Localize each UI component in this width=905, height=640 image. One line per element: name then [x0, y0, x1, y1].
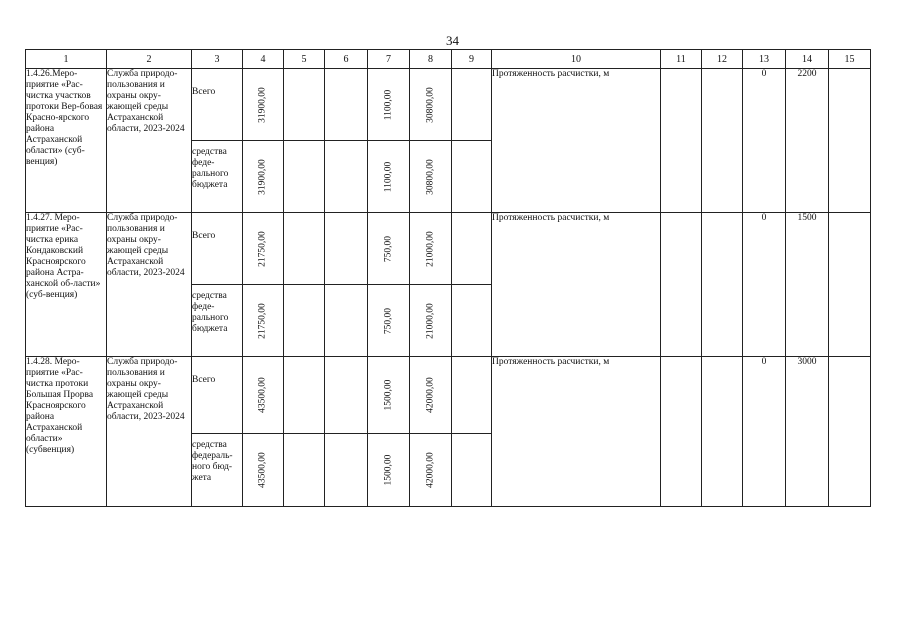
header-cell: 7: [368, 50, 410, 69]
empty-cell: [702, 69, 743, 213]
empty-cell: [702, 213, 743, 357]
empty-cell: [452, 285, 492, 357]
amount-value: 30800,00: [425, 86, 435, 123]
funding-source-label: Всего: [192, 69, 243, 141]
program-table: [25, 49, 871, 507]
funding-source-label: средства феде-рального бюджета: [192, 141, 243, 213]
empty-cell: [284, 285, 325, 357]
table-row: [26, 213, 871, 285]
amount-cell: [368, 285, 410, 357]
empty-cell: [829, 357, 871, 507]
amount-cell: [410, 213, 452, 285]
activity-cell: 1.4.28. Меро-приятие «Рас-чистка протоки Большая Прорва Красноярского района Астраханской области» (субвенция): [26, 357, 107, 507]
empty-cell: [284, 434, 325, 507]
amount-cell: [410, 69, 452, 141]
header-cell: 14: [786, 50, 829, 69]
header-row: [26, 50, 871, 69]
amount-cell: [368, 357, 410, 434]
indicator-base-value: 0: [743, 357, 786, 507]
header-cell: 13: [743, 50, 786, 69]
amount-cell: [243, 285, 284, 357]
empty-cell: [829, 213, 871, 357]
amount-value: 1100,00: [383, 89, 393, 120]
header-cell: 9: [452, 50, 492, 69]
indicator-base-value: 0: [743, 213, 786, 357]
empty-cell: [325, 141, 368, 213]
header-cell: 11: [661, 50, 702, 69]
empty-cell: [452, 69, 492, 141]
empty-cell: [284, 141, 325, 213]
amount-value: 43500,00: [257, 452, 268, 488]
header-cell: 3: [192, 50, 243, 69]
indicator-cell: Протяженность расчистки, м: [492, 213, 661, 357]
responsible-cell: Служба природо-пользования и охраны окру-жающей среды Астраханской области, 2023-2024: [107, 69, 192, 213]
amount-value: 1100,00: [383, 161, 393, 192]
amount-cell: [368, 434, 410, 507]
amount-cell: [368, 213, 410, 285]
amount-cell: [410, 285, 452, 357]
indicator-base-value: 0: [743, 69, 786, 213]
amount-value: 42000,00: [425, 377, 435, 413]
amount-value: 21750,00: [257, 302, 268, 339]
header-cell: 5: [284, 50, 325, 69]
empty-cell: [284, 213, 325, 285]
empty-cell: [284, 357, 325, 434]
amount-value: 43500,00: [257, 377, 268, 413]
amount-value: 21000,00: [425, 230, 435, 267]
amount-cell: [410, 141, 452, 213]
amount-cell: [243, 434, 284, 507]
empty-cell: [452, 357, 492, 434]
empty-cell: [325, 69, 368, 141]
indicator-target-value: 1500: [786, 213, 829, 357]
amount-cell: [368, 69, 410, 141]
header-cell: 1: [26, 50, 107, 69]
empty-cell: [661, 357, 702, 507]
table-row: [26, 69, 871, 141]
indicator-target-value: 2200: [786, 69, 829, 213]
empty-cell: [452, 434, 492, 507]
funding-source-label: средства феде-рального бюджета: [192, 285, 243, 357]
header-cell: 10: [492, 50, 661, 69]
amount-value: 750,00: [383, 307, 393, 334]
amount-value: 21000,00: [425, 302, 435, 339]
amount-value: 750,00: [383, 235, 393, 262]
empty-cell: [661, 213, 702, 357]
empty-cell: [702, 357, 743, 507]
header-cell: 15: [829, 50, 871, 69]
empty-cell: [452, 213, 492, 285]
table-row: [26, 357, 871, 434]
empty-cell: [452, 141, 492, 213]
header-cell: 8: [410, 50, 452, 69]
empty-cell: [284, 69, 325, 141]
amount-value: 31900,00: [257, 86, 268, 123]
amount-cell: [243, 357, 284, 434]
empty-cell: [661, 69, 702, 213]
amount-value: 31900,00: [257, 158, 268, 195]
header-cell: 12: [702, 50, 743, 69]
funding-source-label: Всего: [192, 213, 243, 285]
responsible-cell: Служба природо-пользования и охраны окру-жающей среды Астраханской области, 2023-2024: [107, 213, 192, 357]
amount-value: 42000,00: [425, 452, 435, 488]
empty-cell: [325, 213, 368, 285]
header-cell: 4: [243, 50, 284, 69]
amount-value: 1500,00: [383, 454, 393, 486]
funding-source-label: средства федераль-ного бюд-жета: [192, 434, 243, 507]
indicator-cell: Протяженность расчистки, м: [492, 357, 661, 507]
amount-value: 1500,00: [383, 379, 393, 411]
amount-cell: [243, 69, 284, 141]
funding-source-label: Всего: [192, 357, 243, 434]
activity-cell: 1.4.27. Меро-приятие «Рас-чистка ерика Кондаковский Красноярского района Астра-ханской об-ласти» (суб-венция): [26, 213, 107, 357]
indicator-cell: Протяженность расчистки, м: [492, 69, 661, 213]
indicator-target-value: 3000: [786, 357, 829, 507]
amount-value: 21750,00: [257, 230, 268, 267]
responsible-cell: Служба природо-пользования и охраны окру-жающей среды Астраханской области, 2023-2024: [107, 357, 192, 507]
empty-cell: [325, 434, 368, 507]
amount-cell: [410, 357, 452, 434]
amount-cell: [368, 141, 410, 213]
amount-cell: [410, 434, 452, 507]
amount-cell: [243, 141, 284, 213]
amount-value: 30800,00: [425, 158, 435, 195]
empty-cell: [829, 69, 871, 213]
activity-cell: 1.4.26.Меро-приятие «Рас-чистка участков протоки Вер-бовая Красно-ярского района Астраханской области» (суб-венция): [26, 69, 107, 213]
header-cell: 6: [325, 50, 368, 69]
empty-cell: [325, 357, 368, 434]
page-number: 34: [446, 33, 459, 48]
empty-cell: [325, 285, 368, 357]
header-cell: 2: [107, 50, 192, 69]
amount-cell: [243, 213, 284, 285]
